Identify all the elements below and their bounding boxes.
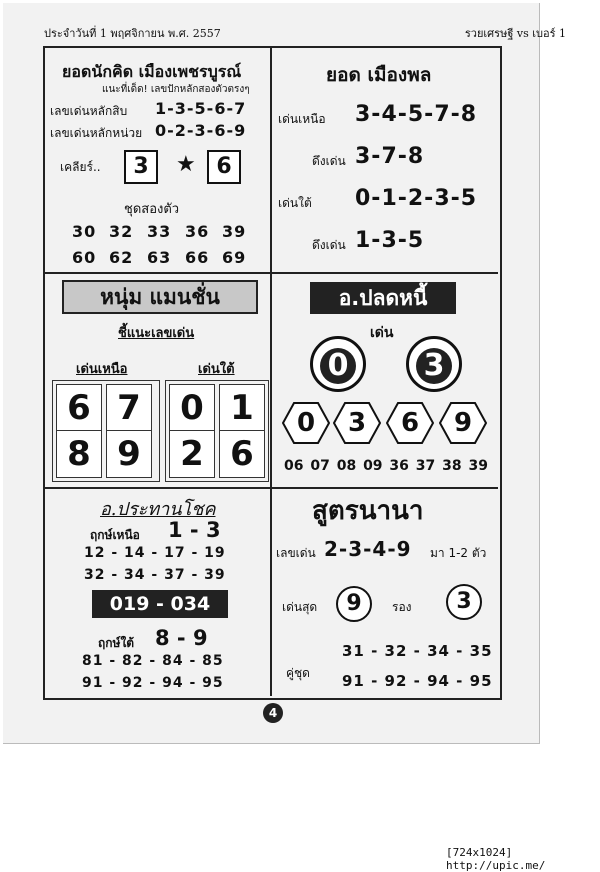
q6-title: สูตรนานา <box>312 496 424 526</box>
q2-bottom-pull-value: 1-3-5 <box>355 228 425 253</box>
q5-north-row1: 12 - 14 - 17 - 19 <box>84 545 226 561</box>
header-title: รวยเศรษฐี vs เบอร์ 1 <box>464 27 566 40</box>
q5-south-row2: 91 - 92 - 94 - 95 <box>82 675 224 691</box>
q2-top-value: 3-4-5-7-8 <box>355 102 478 127</box>
q1-pair: 32 <box>109 222 134 241</box>
q4-main-circle <box>310 336 366 392</box>
q1-pair: 30 <box>72 222 97 241</box>
q2-bottom-pull-label: ดึงเด่น <box>312 238 346 252</box>
q1-clear-a: 3 <box>124 150 158 184</box>
q3-south-digit: 0 <box>169 384 215 432</box>
q1-pair: 62 <box>109 248 134 267</box>
q1-clear-b: 6 <box>207 150 241 184</box>
q6-final-value: 9 <box>336 586 372 622</box>
q3-north-digit: 7 <box>106 384 152 432</box>
q1-subtitle: แนะที่เด็ด! เลขปักหลักสองตัวตรงๆ <box>102 84 250 95</box>
vertical-divider <box>270 48 272 696</box>
q3-north-digit: 6 <box>56 384 102 432</box>
q4-hex-digit: 0 <box>296 408 316 438</box>
q5-banner: 019 - 034 <box>92 590 228 618</box>
q1-title: ยอดนักคิด เมืองเพชรบูรณ์ <box>62 62 242 81</box>
horizontal-divider-bottom <box>45 487 498 489</box>
q2-title: ยอด เมืองพล <box>326 64 432 86</box>
q3-north-digit: 8 <box>56 430 102 478</box>
q3-south-digit: 1 <box>219 384 265 432</box>
q6-lead-value: 2-3-4-9 <box>324 537 412 561</box>
q1-pair: 60 <box>72 248 97 267</box>
horizontal-divider-top <box>45 272 498 274</box>
q4-pairs: 06 07 08 09 36 37 38 39 <box>284 458 488 474</box>
page-number: 4 <box>263 703 283 723</box>
q6-final-label: เด่นสุด <box>282 600 318 614</box>
q1-tens-value: 1-3-5-6-7 <box>155 99 247 118</box>
q1-pair: 36 <box>185 222 210 241</box>
q2-top-pull-value: 3-7-8 <box>355 144 425 169</box>
q4-hex-digit: 9 <box>453 408 473 438</box>
q1-clear-label: เคลียร์.. <box>60 160 101 174</box>
q3-north-digit: 9 <box>106 430 152 478</box>
q1-tens-label: เลขเด่นหลักสิบ <box>50 104 128 118</box>
q6-lead-suffix: มา 1-2 ตัว <box>430 546 487 560</box>
q3-subtitle: ชี้แนะเลขเด่น <box>118 326 195 341</box>
q1-pair: 63 <box>147 248 172 267</box>
q4-hex <box>386 402 434 444</box>
q1-units-label: เลขเด่นหลักหน่วย <box>50 126 143 140</box>
q5-north-value: 1 - 3 <box>168 518 221 542</box>
q1-pair: 69 <box>222 248 247 267</box>
q5-south-value: 8 - 9 <box>155 626 208 650</box>
q3-south-digit: 6 <box>219 430 265 478</box>
q4-main-digit: 3 <box>416 348 452 384</box>
q2-bottom-value: 0-1-2-3-5 <box>355 186 478 211</box>
q3-title: หนุ่ม แมนชั่น <box>62 280 258 314</box>
q6-pairs-row1: 31 - 32 - 34 - 35 <box>342 642 493 660</box>
q5-south-row1: 81 - 82 - 84 - 85 <box>82 653 224 669</box>
q3-south-label: เด่นใต้ <box>198 362 235 377</box>
q6-second-label: รอง <box>392 600 412 614</box>
q5-title: อ.ประทานโชค <box>100 499 216 520</box>
q4-hex <box>333 402 381 444</box>
q4-main-digit: 0 <box>320 348 356 384</box>
q2-bottom-label: เด่นใต้ <box>278 196 312 210</box>
q4-hex-digit: 3 <box>347 408 367 438</box>
q4-hex <box>282 402 330 444</box>
q2-top-label: เด่นเหนือ <box>278 112 326 126</box>
q6-second-value: 3 <box>446 584 482 620</box>
q1-pair: 33 <box>147 222 172 241</box>
header-date: ประจำวันที่ 1 พฤศจิกายน พ.ศ. 2557 <box>44 27 221 40</box>
q4-main-circle <box>406 336 462 392</box>
q3-north-label: เด่นเหนือ <box>76 362 128 377</box>
q1-units-value: 0-2-3-6-9 <box>155 121 247 140</box>
q1-pair: 39 <box>222 222 247 241</box>
q4-label: เด่น <box>370 325 394 341</box>
q4-title: อ.ปลดหนี้ <box>310 282 456 314</box>
q5-north-label: ฤกษ์เหนือ <box>90 528 140 542</box>
q1-pairs-label: ชุดสองตัว <box>124 202 180 217</box>
q5-north-row2: 32 - 34 - 37 - 39 <box>84 567 226 583</box>
watermark-text: [724x1024] http://upic.me/ <box>446 846 546 872</box>
q3-south-digit: 2 <box>169 430 215 478</box>
q6-pairs-label: คู่ชุด <box>286 666 310 680</box>
q5-south-label: ฤกษ์ใต้ <box>98 636 135 650</box>
q6-pairs-row2: 91 - 92 - 94 - 95 <box>342 672 493 690</box>
q4-hex-digit: 6 <box>400 408 420 438</box>
q1-pair: 66 <box>185 248 210 267</box>
star-icon: ★ <box>176 152 196 177</box>
q2-top-pull-label: ดึงเด่น <box>312 154 346 168</box>
q4-hex <box>439 402 487 444</box>
q6-lead-label: เลขเด่น <box>276 546 316 560</box>
